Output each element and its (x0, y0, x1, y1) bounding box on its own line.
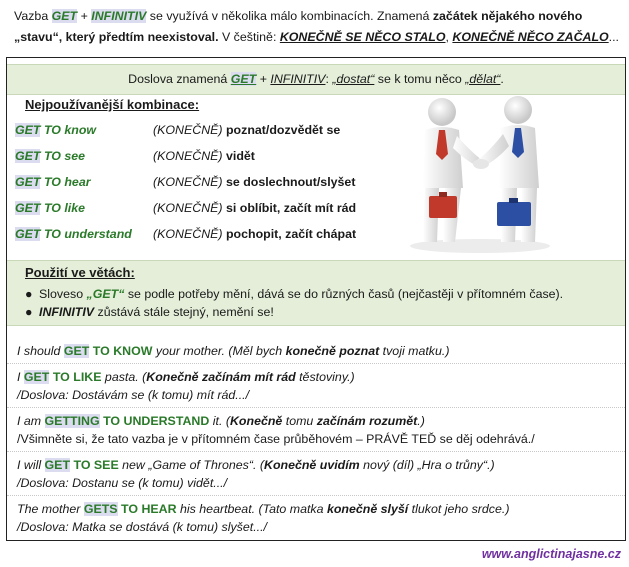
divider (7, 495, 625, 496)
divider (7, 363, 625, 364)
intro-line-2: „stavu“, který předtím neexistoval. V češtině: KONEČNĚ SE NĚCO STALO, KONEČNĚ NĚCO ZAČALO... (14, 30, 619, 44)
example-sentence: I am GETTING TO UNDERSTAND it. (Konečně tomu začínám rozumět.) /Všimněte si, že tato vazba je v přítomném čase průběhovém – PRÁVĚ TEĎ se děj odehrává./ (17, 414, 535, 446)
website-link[interactable]: www.anglictinajasne.cz (481, 547, 621, 561)
usage-title: Použití ve větách: (25, 265, 135, 280)
combinations-title: Nejpoužívanější kombinace: (25, 97, 200, 112)
divider (7, 407, 625, 408)
example-sentence: I should GET TO KNOW your mother. (Měl bych konečně poznat tvoji matku.) (17, 344, 450, 358)
handshake-illustration (405, 96, 555, 256)
example-sentence: I will GET TO SEE new „Game of Thrones“. (Konečně uvidím nový (díl) „Hra o trůny“.) /Doslova: Dostanu se (k tomu) vidět.../ (17, 458, 495, 490)
literal-meaning-panel: Doslova znamená GET + INFINITIV: „dostat“ se k tomu něco „dělat“. (7, 64, 625, 95)
intro-line-1: Vazba GET + INFINITIV se využívá v několika málo kombinacích. Znamená začátek nějakého nového (14, 9, 583, 23)
intro-text (14, 6, 619, 48)
usage-panel (7, 260, 625, 326)
usage-bullet: ● Sloveso „GET“ se podle potřeby mění, dává se do různých časů (nejčastěji v přítomném čase). (25, 287, 564, 301)
example-sentence: I GET TO LIKE pasta. (Konečně začínám mít rád těstoviny.) /Doslova: Dostávám se (k tomu) mít rád.../ (17, 370, 355, 402)
content-frame: Doslova znamená GET + INFINITIV: „dostat“ se k tomu něco „dělat“. Nejpoužívanější kombinace: GET TO know (KONEČNĚ) poznat/dozvědět se GET TO see (KONEČNĚ) vidět GET TO hear (KONEČNĚ) se doslechnout/slyšet GET TO like (KONEČNĚ) si oblíbit, začít mít rád GET TO understand (KONEČNĚ) pochopit, začít chápat Použití ve větách: ● Sloveso „GET“ se podle potřeby mění, dává se do různých časů (nejčastěji v přítomném čase). ● INFINITIV zůstává stále stejný, nemění se! I should GET TO KNOW your mother. (Měl bych konečně poznat tvoji matku.) I GET TO LIKE pasta. (Konečně začínám mít rád těstoviny.) /Doslova: Dostávám se (k tomu) mít rád.../ I am GETTING TO UNDERSTAND it. (Konečně tomu začínám rozumět.) /Všimněte si, že tato vazba je v přítomném čase průběhovém – PRÁVĚ TEĎ se děj odehrává./ I will GET TO SEE new „Game of Thrones“. (Konečně uvidím nový (díl) „Hra o trůny“.) /Doslova: Dostanu se (k tomu) vidět.../ The mother GETS TO HEAR his heartbeat. (Tato matka konečně slyší tlukot jeho srdce.) /Doslova: Matka se dostává (k tomu) slyšet.../ (6, 57, 626, 541)
usage-bullet: ● INFINITIV zůstává stále stejný, nemění se! (25, 305, 274, 319)
example-sentence: The mother GETS TO HEAR his heartbeat. (Tato matka konečně slyší tlukot jeho srdce.) /Doslova: Matka se dostává (k tomu) slyšet.../ (17, 502, 510, 534)
divider (7, 451, 625, 452)
